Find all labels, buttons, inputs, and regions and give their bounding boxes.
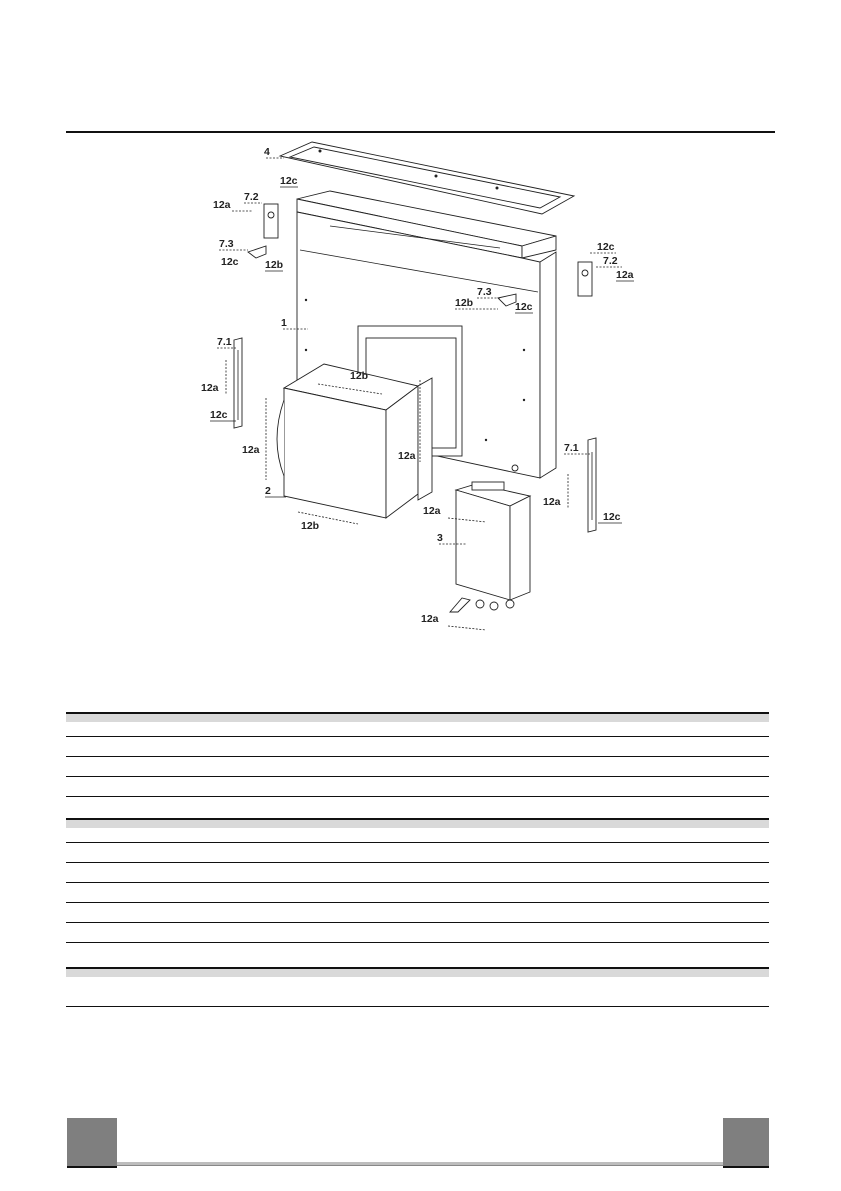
table-row: [66, 923, 769, 943]
table-section-header: [66, 712, 769, 722]
label-12b-box-top: 12b: [350, 370, 369, 382]
label-7-2-right: 7.2: [603, 255, 618, 267]
footer-block-left: [67, 1118, 117, 1168]
label-12a-control-top: 12a: [423, 505, 441, 517]
label-12a-control-bottom: 12a: [421, 613, 439, 625]
footer-block-right: [723, 1118, 769, 1168]
parts-table-section-1: [66, 712, 769, 797]
label-part-3: 3: [437, 532, 443, 544]
label-12b-box-bottom: 12b: [301, 520, 320, 532]
label-12c-right-mid: 12c: [603, 511, 621, 523]
label-12c-left: 12c: [221, 256, 239, 268]
table-row: [66, 977, 769, 1007]
label-part-2: 2: [265, 485, 271, 497]
table-row: [66, 777, 769, 797]
label-12b-center: 12b: [455, 297, 474, 309]
label-12c-top: 12c: [280, 175, 298, 187]
table-row: [66, 903, 769, 923]
table-row: [66, 722, 769, 737]
label-7-1-left: 7.1: [217, 336, 232, 348]
parts-table-section-3: [66, 967, 769, 1007]
table-row: [66, 863, 769, 883]
bracket-7-2-right: [578, 262, 592, 296]
fan-box: [277, 364, 432, 518]
label-12a-right-top: 12a: [616, 269, 634, 281]
label-12a-left-top: 12a: [213, 199, 231, 211]
control-box: [450, 482, 530, 612]
table-row: [66, 757, 769, 777]
footer-bar: [117, 1162, 723, 1166]
bracket-7-2-left: [264, 204, 278, 238]
label-7-2-left: 7.2: [244, 191, 259, 203]
label-12c-left-mid: 12c: [210, 409, 228, 421]
label-12a-box-left: 12a: [242, 444, 260, 456]
table-section-header: [66, 967, 769, 977]
bracket-7-1-left: [234, 338, 242, 428]
table-row: [66, 737, 769, 757]
label-12a-box-right: 12a: [398, 450, 416, 462]
table-row: [66, 883, 769, 903]
label-7-1-right: 7.1: [564, 442, 579, 454]
page-footer: [67, 1118, 769, 1166]
label-12c-right-top: 12c: [597, 241, 615, 253]
table-row: [66, 843, 769, 863]
label-12a-left-mid: 12a: [201, 382, 219, 394]
label-12a-right-mid: 12a: [543, 496, 561, 508]
label-7-3-left: 7.3: [219, 238, 234, 250]
bracket-7-1-right: [588, 438, 596, 532]
table-section-header: [66, 818, 769, 828]
label-part-1: 1: [281, 317, 287, 329]
label-12c-center: 12c: [515, 301, 533, 313]
label-part-4: 4: [264, 146, 270, 158]
table-row: [66, 828, 769, 843]
parts-table-section-2: [66, 818, 769, 943]
bracket-7-3-left: [248, 246, 266, 258]
label-7-3-center: 7.3: [477, 286, 492, 298]
label-12b-left: 12b: [265, 259, 284, 271]
